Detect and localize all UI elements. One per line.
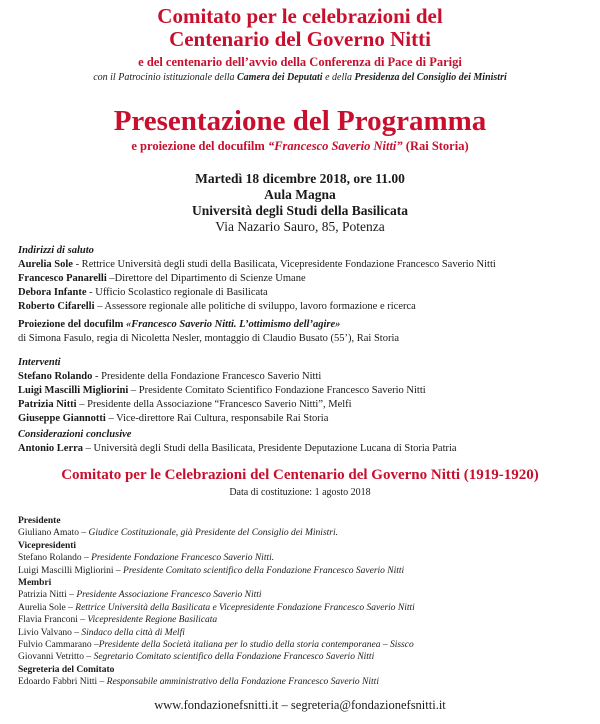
screening-credits: di Simona Fasulo, regia di Nicoletta Nesler, montaggio di Claudio Busato (55’), Rai Storia (18, 333, 400, 344)
film-title: “Francesco Saverio Nitti” (267, 139, 403, 153)
committee-title: Comitato per le Celebrazioni del Centenario del Governo Nitti (1919-1920) (61, 467, 539, 483)
member-name: Stefano Rolando – (18, 553, 92, 564)
program-row (18, 384, 592, 398)
speaker-name: Debora Infante (18, 287, 87, 298)
member-name: Fulvio Cammarano – (18, 640, 99, 651)
member-name: Edoardo Fabbri Nitti – (18, 677, 107, 688)
committee-row (18, 627, 592, 639)
screening-line (18, 318, 592, 332)
committee-row (18, 651, 592, 663)
patronage-text: con il Patrocinio istituzionale della (93, 72, 238, 83)
footer (0, 698, 600, 713)
speaker-role: - Presidente della Fondazione Francesco Saverio Nitti (92, 371, 322, 382)
presentation-subtitle-text: (Rai Storia) (402, 139, 469, 153)
members-header: Membri (18, 578, 52, 589)
patronage-text: e della (322, 72, 355, 83)
presentation-subtitle (0, 139, 600, 154)
screening-title: «Francesco Saverio Nitti. L’ottimismo dell’agire» (126, 319, 341, 330)
screening-section (18, 318, 592, 346)
event-room: Aula Magna (264, 187, 336, 202)
presentation-title: Presentazione del Programma (113, 105, 487, 137)
speaker-role: – Presidente della Associazione “Francesco Saverio Nitti”, Melfi (76, 399, 352, 410)
member-name: Flavia Franconi – (18, 615, 88, 626)
event-address: Via Nazario Sauro, 85, Potenza (215, 219, 385, 234)
footer-separator: – (278, 698, 291, 712)
speaker-name: Roberto Cifarelli (18, 301, 95, 312)
member-role: Presidente Fondazione Francesco Saverio Nitti. (91, 553, 275, 564)
speaker-name: Stefano Rolando (18, 371, 93, 382)
speaker-name: Luigi Mascilli Migliorini (18, 385, 129, 396)
member-name: Giuliano Amato – (18, 528, 89, 539)
program-row (18, 370, 592, 384)
speaker-name: Francesco Panarelli (18, 273, 107, 284)
member-role: Segretario Comitato scientifico della Fondazione Francesco Saverio Nitti (93, 652, 375, 663)
member-role: Presidente Comitato scientifico della Fondazione Francesco Saverio Nitti (123, 565, 405, 576)
member-name: Giovanni Vetritto – (18, 652, 94, 663)
committee-row (18, 676, 592, 688)
president-header: Presidente (18, 516, 61, 526)
member-name: Luigi Mascilli Migliorini – (18, 565, 124, 576)
patronage-chamber: Camera dei Deputati (237, 72, 323, 83)
committee-row (18, 602, 592, 614)
program-section (18, 244, 592, 314)
patronage-line (0, 72, 600, 84)
vice-header: Vicepresidenti (18, 540, 77, 551)
greetings-header: Indirizzi di saluto (18, 245, 94, 256)
speaker-role: – Vice-direttore Rai Cultura, responsabile Rai Storia (105, 413, 329, 424)
committee-row (18, 589, 592, 601)
interventions-header: Interventi (18, 357, 61, 368)
member-role: Sindaco della città di Melfi (81, 627, 185, 638)
member-name: Livio Valvano – (18, 627, 82, 638)
speaker-role: - Ufficio Scolastico regionale di Basilicata (86, 287, 268, 298)
header-subtitle: e del centenario dell’avvio della Conferenza di Pace di Parigi (138, 55, 462, 69)
event-date: Martedì 18 dicembre 2018, ore 11.00 (195, 171, 405, 186)
member-role: Giudice Costituzionale, già Presidente del Consiglio dei Ministri. (88, 528, 338, 539)
screening-label: Proiezione del docufilm (18, 319, 126, 330)
committee-row (18, 527, 592, 539)
committee-row (18, 552, 592, 564)
program-row (18, 398, 592, 412)
program-row (18, 258, 592, 272)
speaker-name: Aurelia Sole (18, 259, 73, 270)
presentation-subtitle-text: e proiezione del docufilm (131, 139, 268, 153)
speaker-role: – Assessore regionale alle politiche di sviluppo, lavoro formazione e ricerca (94, 301, 416, 312)
speaker-role: - Rettrice Università degli studi della Basilicata, Vicepresidente Fondazione Francesco Saverio Nitti (72, 259, 496, 270)
committee-row (18, 639, 592, 651)
secretariat-header: Segreteria del Comitato (18, 664, 115, 675)
speaker-name: Giuseppe Giannotti (18, 413, 106, 424)
member-role: Vicepresidente Regione Basilicata (87, 615, 218, 626)
program-row (18, 442, 592, 456)
committee-row (18, 614, 592, 626)
program-row (18, 286, 592, 300)
program-row (18, 412, 592, 426)
member-role: Presidente della Società italiana per lo studio della storia contemporanea – Sissco (98, 640, 414, 651)
conclusions-header: Considerazioni conclusive (18, 429, 132, 440)
conclusions-section (18, 428, 592, 456)
member-name: Patrizia Nitti – (18, 590, 77, 601)
email-link[interactable]: segreteria@fondazionefsnitti.it (290, 698, 446, 712)
speaker-name: Patrizia Nitti (18, 399, 77, 410)
program-row (18, 272, 592, 286)
speaker-role: – Università degli Studi della Basilicata, Presidente Deputazione Lucana di Storia Patria (83, 443, 457, 454)
committee-date: Data di costituzione: 1 agosto 2018 (229, 487, 371, 498)
member-role: Rettrice Università della Basilicata e Vicepresidente Fondazione Francesco Saverio Nitti (75, 602, 415, 613)
member-name: Aurelia Sole – (18, 602, 76, 613)
event-university: Università degli Studi della Basilicata (191, 203, 408, 218)
patronage-presidency: Presidenza del Consiglio dei Ministri (354, 72, 507, 83)
committee-members-section (18, 515, 592, 689)
committee-row (18, 565, 592, 577)
member-role: Responsabile amministrativo della Fondazione Francesco Saverio Nitti (106, 677, 379, 688)
interventions-section (18, 356, 592, 426)
speaker-role: –Direttore del Dipartimento di Scienze Umane (106, 273, 306, 284)
speaker-name: Antonio Lerra (18, 443, 84, 454)
header-title-line2: Centenario del Governo Nitti (169, 27, 431, 51)
program-row (18, 300, 592, 314)
website-link[interactable]: www.fondazionefsnitti.it (154, 698, 279, 712)
header-title-line1: Comitato per le celebrazioni del (157, 4, 443, 28)
speaker-role: – Presidente Comitato Scientifico Fondazione Francesco Saverio Nitti (128, 385, 426, 396)
member-role: Presidente Associazione Francesco Saverio Nitti (76, 590, 262, 601)
